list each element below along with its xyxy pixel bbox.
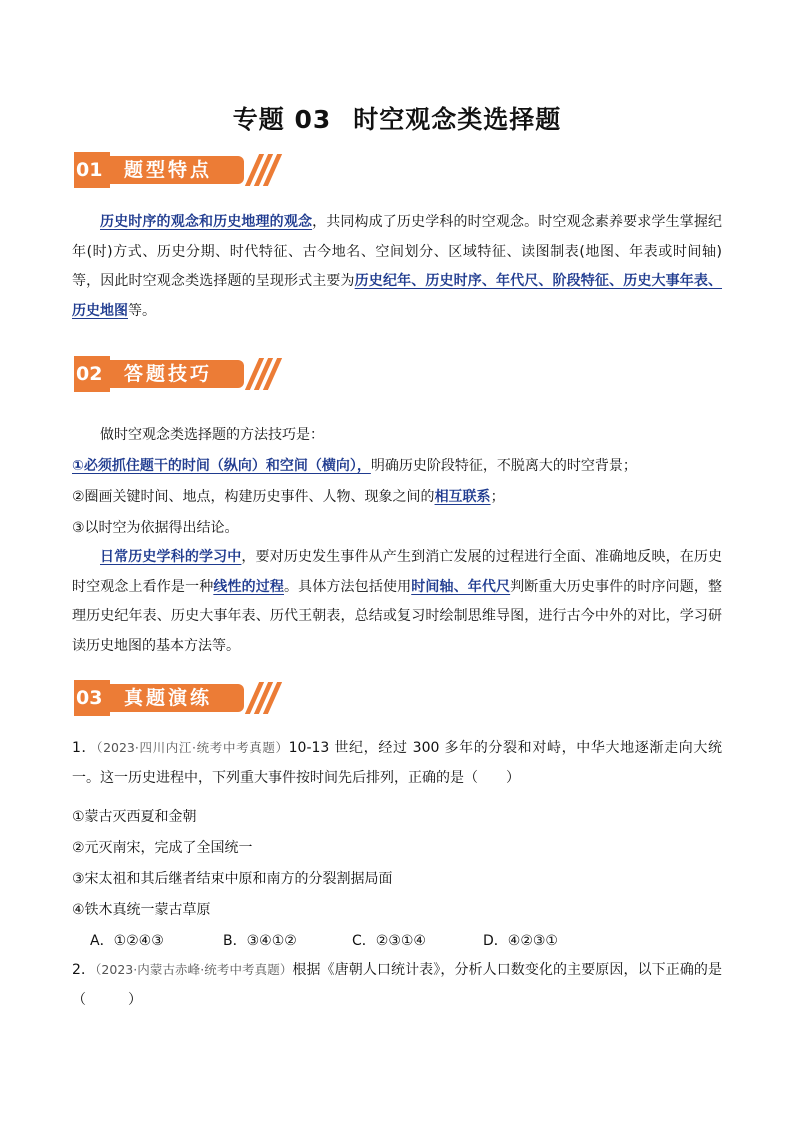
question-source: （2023·内蒙古赤峰·统考中考真题） — [95, 962, 293, 977]
question-1-item-4: ④铁木真统一蒙古草原 — [72, 902, 211, 918]
method-step-2 — [72, 486, 505, 506]
page-title — [0, 100, 794, 136]
section-label: 题型特点 — [124, 159, 213, 181]
section2-paragraph — [72, 543, 722, 661]
emphasis-text: 相互联系 — [434, 489, 491, 505]
emphasis-text: 历史纪年、历史时序、年代尺、阶段特征、历史大事年表、历史地图 — [72, 273, 723, 319]
question-text: 根据《唐朝人口统计表》，分析人口数变化的主要原因，以下正确的是（ ） — [72, 962, 722, 1008]
question-2-stem — [72, 955, 722, 1015]
emphasis-text: ①必须抓住题干的时间（纵向）和空间（横向）， — [72, 458, 371, 474]
method-step-1 — [72, 455, 637, 475]
section-label: 真题演练 — [124, 687, 213, 709]
section-header-2 — [74, 356, 274, 392]
method-step-3: ③以时空为依据得出结论。 — [72, 520, 239, 536]
title-prefix: 专题 03 — [232, 105, 332, 134]
section-header-3 — [74, 680, 274, 716]
section1-paragraph — [72, 208, 722, 326]
section-number: 03 — [74, 680, 110, 716]
question-text: 10-13 世纪，经过 300 多年的分裂和对峙，中华大地逐渐走向大统一。这一历史进程中，下列重大事件按时间先后排列，正确的是（ ） — [72, 740, 722, 786]
question-1-item-2: ②元灭南宋，完成了全国统一 — [72, 840, 253, 856]
section-number: 02 — [74, 356, 110, 392]
question-number: 2． — [72, 962, 96, 978]
body-text: 。具体方法包括使用 — [284, 578, 412, 595]
title-text: 时空观念类选择题 — [353, 105, 562, 134]
section-bar — [110, 156, 244, 184]
question-1-item-1: ①蒙古灭西夏和金朝 — [72, 809, 197, 825]
section-number: 01 — [74, 152, 110, 188]
section-bar — [110, 684, 244, 712]
body-text: 明确历史阶段特征，不脱离大的时空背景； — [370, 458, 637, 474]
emphasis-text: 历史时序的观念和历史地理的观念 — [100, 214, 313, 230]
body-text: ，共同构成了历史学科的时空观念。时空观念素养要求学生掌握纪年(时)方式、历史分期、时代特征、古今地名、空间划分、区域特征、读图制表(地图、年表或时间轴)等，因此时空观念类选择题的呈现形式主要为 — [72, 214, 722, 289]
option-c[interactable]: C．②③①④ — [352, 933, 426, 949]
section-header-1 — [74, 152, 274, 188]
body-text: ； — [490, 489, 505, 505]
emphasis-text: 时间轴、年代尺 — [411, 578, 511, 595]
body-text: ，要对历史发生事件从产生到消亡发展的过程进行全面、准确地反映，在历史时空观念上看作是一种 — [72, 549, 723, 595]
body-text: ②圈画关键时间、地点，构建历史事件、人物、现象之间的 — [72, 489, 435, 505]
option-b[interactable]: B．③④①② — [223, 933, 297, 949]
question-source: （2023·四川内江·统考中考真题） — [96, 740, 289, 755]
question-number: 1． — [72, 740, 97, 756]
question-1-item-3: ③宋太祖和其后继者结束中原和南方的分裂割据局面 — [72, 871, 393, 887]
body-text: 判断重大历史事件的时序问题，整理历史纪年表、历史大事年表、历代王朝表，总结或复习时绘制思维导图，进行古今中外的对比，学习研读历史地图的基本方法等。 — [72, 578, 723, 654]
question-1-stem — [72, 733, 722, 793]
option-d[interactable]: D．④②③① — [483, 933, 558, 949]
section-bar — [110, 360, 244, 388]
section-label: 答题技巧 — [124, 363, 213, 385]
option-a[interactable]: A．①②④③ — [90, 933, 164, 949]
emphasis-text: 线性的过程 — [213, 578, 285, 595]
method-intro: 做时空观念类选择题的方法技巧是： — [100, 427, 324, 443]
emphasis-text: 日常历史学科的学习中 — [100, 549, 242, 565]
body-text: 等。 — [128, 302, 156, 319]
